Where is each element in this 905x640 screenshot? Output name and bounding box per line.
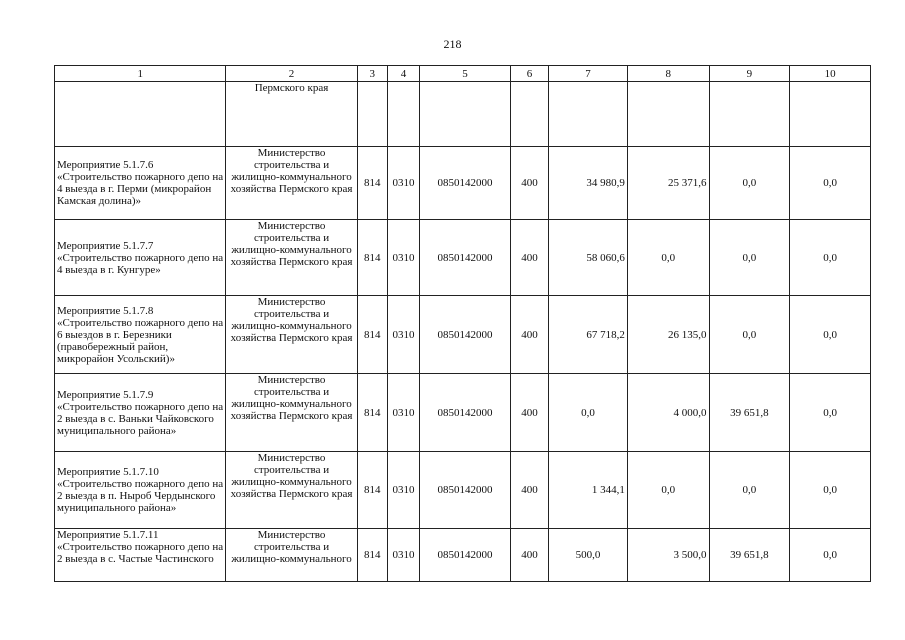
column-number: 6 [510,66,548,82]
continuation-executor: Пермского края [226,82,357,147]
cell-amount: 3 500,0 [627,529,709,582]
table-row [55,374,871,452]
cell-target-article: 0850142000 [420,296,511,374]
column-numbers-row [55,66,871,82]
cell-amount: 34 980,9 [549,147,628,220]
cell-grbs: 814 [357,529,387,582]
cell-section: 0310 [387,529,419,582]
cell-target-article: 0850142000 [420,147,511,220]
cell-expense-type: 400 [510,529,548,582]
cell-amount: 67 718,2 [549,296,628,374]
table-row [55,147,871,220]
measure-name: Мероприятие 5.1.7.7 «Строительство пожарного депо на 4 выезда в г. Кунгуре» [55,220,226,296]
cell-amount: 500,0 [549,529,628,582]
cell-grbs: 814 [357,374,387,452]
cell-amount: 39 651,8 [709,529,790,582]
cell-amount: 25 371,6 [627,147,709,220]
cell-amount: 0,0 [790,220,871,296]
column-number: 3 [357,66,387,82]
budget-table [54,65,871,582]
cell-target-article: 0850142000 [420,220,511,296]
cell-section: 0310 [387,374,419,452]
cell-grbs: 814 [357,296,387,374]
cell-expense-type: 400 [510,452,548,529]
cell-amount: 1 344,1 [549,452,628,529]
cell-amount: 0,0 [790,374,871,452]
cell-amount: 4 000,0 [627,374,709,452]
page-number: 218 [443,37,462,51]
cell-grbs: 814 [357,220,387,296]
measure-name: Мероприятие 5.1.7.8 «Строительство пожарного депо на 6 выездов в г. Березники (правобережный район, микрорайон Усольский)» [55,296,226,374]
cell-expense-type: 400 [510,374,548,452]
cell-amount: 0,0 [790,147,871,220]
table-row [55,220,871,296]
cell-section: 0310 [387,147,419,220]
cell-expense-type: 400 [510,147,548,220]
executor: Министерство строительства и жилищно-коммунального хозяйства Пермского края [226,147,357,220]
cell-amount: 0,0 [627,220,709,296]
executor: Министерство строительства и жилищно-коммунального [226,529,357,582]
column-number: 9 [709,66,790,82]
column-number: 7 [549,66,628,82]
cell-amount: 0,0 [709,220,790,296]
column-number: 10 [790,66,871,82]
cell-amount: 0,0 [790,296,871,374]
cell-section: 0310 [387,220,419,296]
executor: Министерство строительства и жилищно-коммунального хозяйства Пермского края [226,374,357,452]
column-number: 4 [387,66,419,82]
executor: Министерство строительства и жилищно-коммунального хозяйства Пермского края [226,220,357,296]
table-row [55,529,871,582]
cell-amount: 0,0 [790,452,871,529]
cell-amount: 0,0 [790,529,871,582]
table-row [55,296,871,374]
cell-target-article: 0850142000 [420,452,511,529]
cell-amount: 0,0 [709,147,790,220]
cell-amount: 58 060,6 [549,220,628,296]
table-row [55,452,871,529]
cell-amount: 0,0 [627,452,709,529]
cell-target-article: 0850142000 [420,374,511,452]
cell-section: 0310 [387,452,419,529]
cell-grbs: 814 [357,147,387,220]
measure-name: Мероприятие 5.1.7.11 «Строительство пожарного депо на 2 выезда в с. Частые Частинского [55,529,226,582]
cell-target-article: 0850142000 [420,529,511,582]
executor: Министерство строительства и жилищно-коммунального хозяйства Пермского края [226,296,357,374]
continuation-row [55,82,871,147]
cell-expense-type: 400 [510,296,548,374]
cell-section: 0310 [387,296,419,374]
column-number: 1 [55,66,226,82]
executor: Министерство строительства и жилищно-коммунального хозяйства Пермского края [226,452,357,529]
column-number: 8 [627,66,709,82]
column-number: 2 [226,66,357,82]
cell-expense-type: 400 [510,220,548,296]
measure-name: Мероприятие 5.1.7.10 «Строительство пожарного депо на 2 выезда в п. Ныроб Чердынского муниципального района» [55,452,226,529]
cell-amount: 0,0 [709,452,790,529]
cell-amount: 26 135,0 [627,296,709,374]
measure-name: Мероприятие 5.1.7.6 «Строительство пожарного депо на 4 выезда в г. Перми (микрорайон Камская долина)» [55,147,226,220]
continuation-cell [55,82,226,147]
measure-name: Мероприятие 5.1.7.9 «Строительство пожарного депо на 2 выезда в с. Ваньки Чайковского муниципального района» [55,374,226,452]
cell-amount: 39 651,8 [709,374,790,452]
cell-grbs: 814 [357,452,387,529]
cell-amount: 0,0 [709,296,790,374]
column-number: 5 [420,66,511,82]
cell-amount: 0,0 [549,374,628,452]
